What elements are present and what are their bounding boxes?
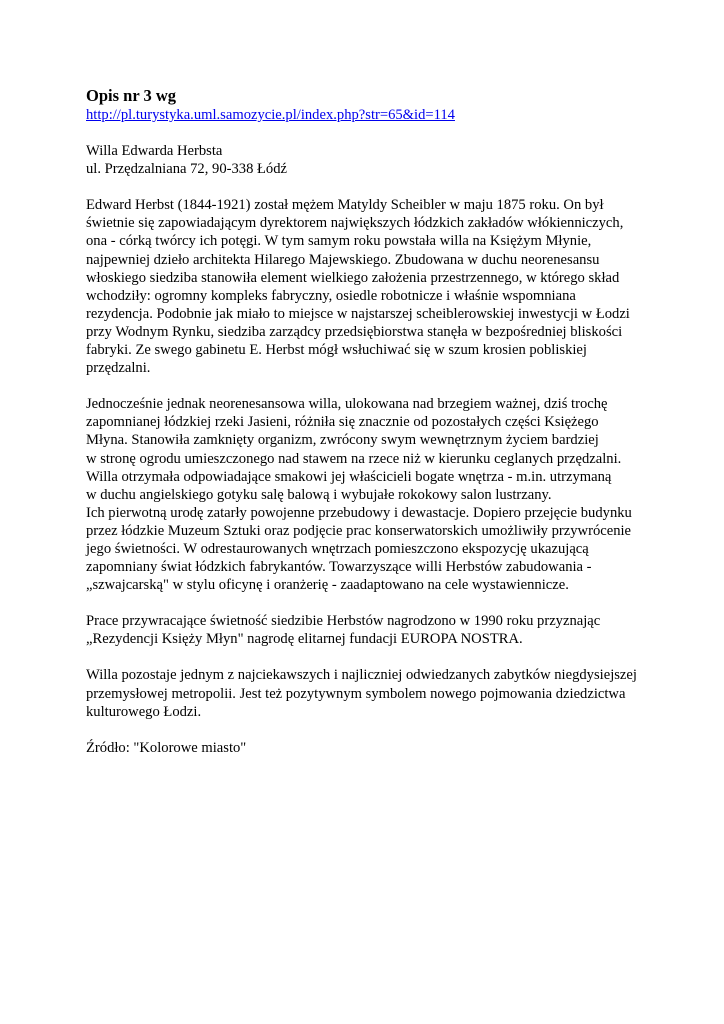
text-line: w stronę ogrodu umieszczonego nad stawem na rzece niż w kierunku ceglanych przędzalni. <box>86 450 622 467</box>
text-line: przy Wodnym Rynku, siedziba zarządcy przedsiębiorstwa stanęła w bezpośredniej bliskości <box>86 323 623 340</box>
text-line: najpewniej dzieło architekta Hilarego Majewskiego. Zbudowana w duchu neorenesansu <box>86 251 600 268</box>
text-line: wchodziły: ogromny kompleks fabryczny, osiedle robotnicze i właśnie wspomniana <box>86 287 576 304</box>
text-line: w duchu angielskiego gotyku salę balową i wybujałe rokokowy salon lustrzany. <box>86 486 552 503</box>
text-line: przędzalni. <box>86 360 151 377</box>
spacer <box>86 178 646 196</box>
text-line: rezydencja. Podobnie jak miało to miejsce w najstarszej scheiblerowskiej inwestycji w Łodzi <box>86 305 630 322</box>
spacer <box>86 124 646 142</box>
text-line: włoskiego siedziba stanowiła element wielkiego założenia przestrzennego, w którego skład <box>86 269 620 286</box>
text-line: Ich pierwotną urodę zatarły powojenne przebudowy i dewastacje. Dopiero przejęcie budynku <box>86 504 632 521</box>
text-line: zapomniany świat łódzkich fabrykantów. Towarzyszące willi Herbstów zabudowania - <box>86 559 592 576</box>
text-line: Willa pozostaje jednym z najciekawszych i najliczniej odwiedzanych zabytków niegdysiejszej <box>86 667 637 684</box>
paragraph-architecture <box>86 395 646 594</box>
paragraph-award <box>86 612 646 648</box>
paragraph-history <box>86 196 646 377</box>
text-line: jego świetności. W odrestaurowanych wnętrzach pomieszczono ekspozycję ukazującą <box>86 540 589 557</box>
text-line: „Rezydencji Księży Młyn" nagrodę elitarnej fundacji EUROPA NOSTRA. <box>86 631 523 648</box>
text-line: przemysłowej metropolii. Jest też pozytywnym symbolem nowego pojmowania dziedzictwa <box>86 685 626 702</box>
spacer <box>86 721 646 739</box>
document-title: Opis nr 3 wg <box>86 86 177 105</box>
document-page <box>86 86 646 757</box>
text-line: Prace przywracające świetność siedzibie Herbstów nagrodzono w 1990 roku przyznając <box>86 613 601 630</box>
spacer <box>86 594 646 612</box>
text-line: Edward Herbst (1844-1921) został mężem Matyldy Scheibler w maju 1875 roku. On był <box>86 197 604 214</box>
text-line: ona - córką twórcy ich potęgi. W tym samym roku powstała willa na Księżym Młynie, <box>86 233 592 250</box>
text-line: Jednocześnie jednak neorenesansowa willa, ulokowana nad brzegiem ważnej, dziś trochę <box>86 396 608 413</box>
address-block <box>86 142 646 178</box>
street-address: ul. Przędzalniana 72, 90-338 Łódź <box>86 161 288 178</box>
paragraph-significance <box>86 666 646 720</box>
text-line: kulturowego Łodzi. <box>86 703 202 720</box>
text-line: Źródło: "Kolorowe miasto" <box>86 739 247 756</box>
spacer <box>86 648 646 666</box>
source-note <box>86 739 646 757</box>
text-line: przez łódzkie Muzeum Sztuki oraz podjęcie prac konserwatorskich umożliwiły przywrócenie <box>86 522 632 539</box>
spacer <box>86 377 646 395</box>
text-line: zapomnianej łódzkiej rzeki Jasieni, różniła się znacznie od pozostałych części Księżego <box>86 414 599 431</box>
text-line: „szwajcarską" w stylu oficynę i oranżerię - zaadaptowano na cele wystawiennicze. <box>86 577 569 594</box>
text-line: Willa otrzymała odpowiadające smakowi jej właścicieli bogate wnętrza - m.in. utrzymaną <box>86 468 612 485</box>
text-line: świetnie się zapowiadającym dyrektorem największych łódzkich zakładów włókienniczych, <box>86 215 624 232</box>
text-line: fabryki. Ze swego gabinetu E. Herbst mógł wsłuchiwać się w szum krosien pobliskiej <box>86 342 587 359</box>
villa-name: Willa Edwarda Herbsta <box>86 143 223 160</box>
text-line: Młyna. Stanowiła zamknięty organizm, zwrócony swym wewnętrznym życiem bardziej <box>86 432 599 449</box>
source-link[interactable]: http://pl.turystyka.uml.samozycie.pl/index.php?str=65&id=114 <box>86 107 455 123</box>
